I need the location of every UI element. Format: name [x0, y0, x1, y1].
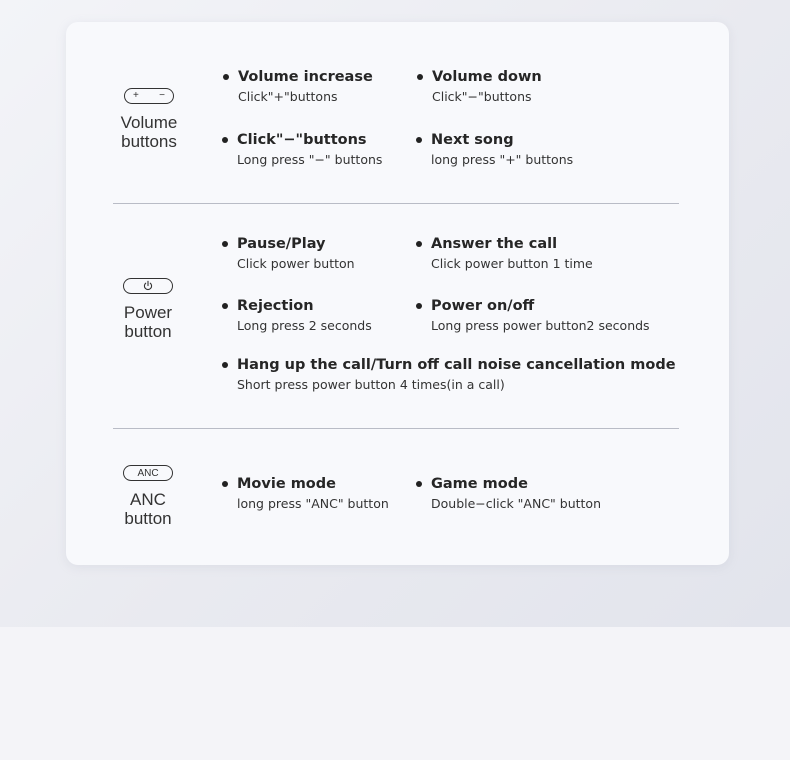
volume-label-line1: Volume: [120, 113, 178, 132]
anc-label: [98, 490, 198, 528]
item-title: Rejection: [221, 297, 372, 315]
anc-label-line2: button: [124, 509, 172, 528]
list-item: [222, 68, 373, 105]
plus-icon: +: [133, 90, 139, 101]
item-desc: Long press "−" buttons: [237, 152, 383, 167]
item-title: Volume increase: [222, 68, 373, 86]
item-desc: Short press power button 4 times(in a call): [237, 377, 505, 392]
list-item: [221, 356, 676, 393]
item-title: Pause/Play: [221, 235, 355, 253]
power-label-line1: Power: [123, 303, 173, 322]
item-desc: Click"+"buttons: [238, 89, 338, 104]
minus-icon: −: [159, 90, 165, 101]
item-title: Volume down: [416, 68, 542, 86]
volume-label-line2: buttons: [121, 132, 177, 151]
item-desc: Long press 2 seconds: [237, 318, 372, 333]
list-item: [416, 68, 542, 105]
item-desc: Double−click "ANC" button: [431, 496, 602, 511]
list-item: [221, 297, 372, 334]
anc-button-icon: [123, 465, 173, 481]
item-title: Next song: [415, 131, 573, 149]
item-desc: Long press power button2 seconds: [431, 318, 650, 333]
list-item: [415, 235, 593, 272]
anc-icon-text: ANC: [137, 467, 159, 479]
list-item: [221, 131, 382, 168]
anc-label-line1: ANC: [130, 490, 166, 509]
list-item: [415, 475, 601, 512]
power-label-line2: button: [124, 322, 172, 341]
volume-label: [99, 113, 199, 151]
item-title: Answer the call: [415, 235, 593, 253]
power-button-icon: [123, 278, 173, 294]
list-item: [221, 475, 389, 512]
list-item: [221, 235, 355, 272]
volume-buttons-icon: [124, 88, 174, 104]
power-control: [98, 278, 198, 341]
item-title: Game mode: [415, 475, 601, 493]
divider: [113, 203, 679, 204]
item-title: Hang up the call/Turn off call noise cancellation mode: [221, 356, 676, 374]
volume-control: [99, 88, 199, 151]
divider: [113, 428, 679, 429]
item-desc: long press "+" buttons: [431, 152, 574, 167]
item-title: Movie mode: [221, 475, 389, 493]
item-desc: Click power button: [237, 256, 355, 271]
power-label: [98, 303, 198, 341]
list-item: [415, 297, 650, 334]
power-icon: [142, 280, 154, 292]
item-title: Power on/off: [415, 297, 650, 315]
item-title: Click"−"buttons: [221, 131, 382, 149]
list-item: [415, 131, 573, 168]
background-bottom: [0, 627, 790, 760]
item-desc: Click"−"buttons: [432, 89, 532, 104]
anc-control: [98, 465, 198, 528]
item-desc: Click power button 1 time: [431, 256, 593, 271]
item-desc: long press "ANC" button: [237, 496, 389, 511]
